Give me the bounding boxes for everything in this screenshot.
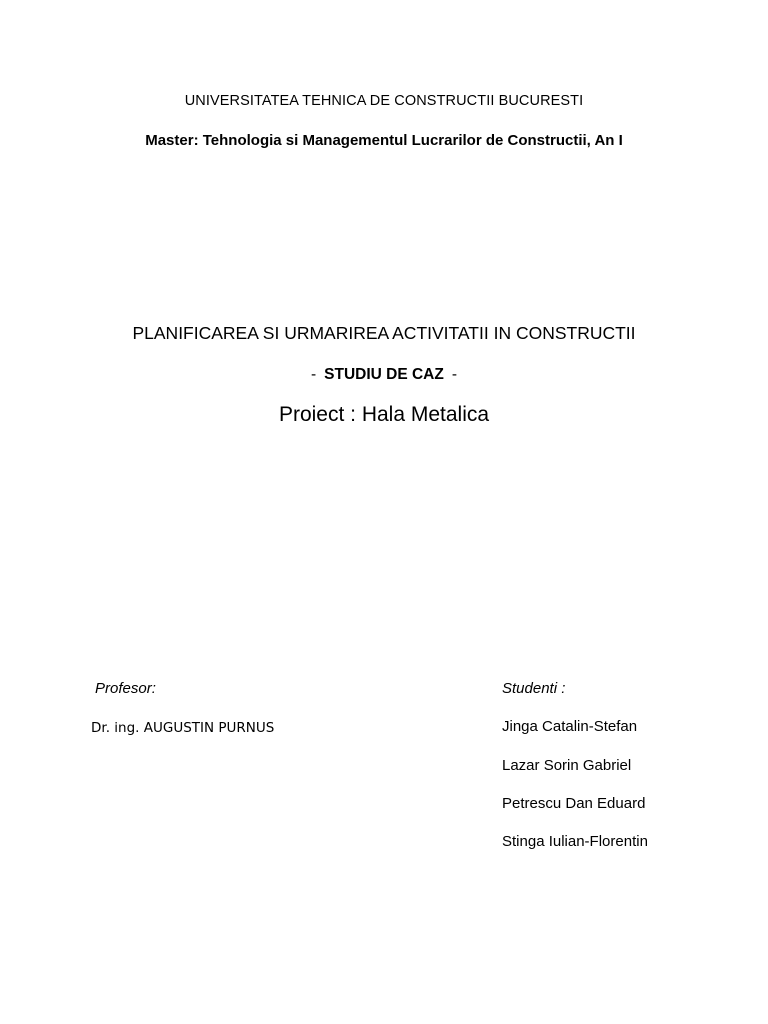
dash-left: -: [310, 366, 317, 383]
case-study-line: [0, 366, 768, 384]
case-study-label: STUDIU DE CAZ: [324, 366, 444, 383]
dash-right: -: [451, 366, 458, 383]
project-subject: Proiect : Hala Metalica: [278, 403, 490, 426]
profesor-heading: Profesor:: [95, 680, 156, 697]
course-title: PLANIFICAREA SI URMARIREA ACTIVITATII IN CONSTRUCTII: [132, 323, 636, 343]
student-name: Petrescu Dan Eduard: [502, 795, 646, 812]
student-name: Lazar Sorin Gabriel: [502, 757, 632, 774]
university-name: UNIVERSITATEA TEHNICA DE CONSTRUCTII BUCURESTI: [184, 93, 584, 109]
students-heading: Studenti :: [502, 680, 566, 697]
profesor-name: Dr. ing. AUGUSTIN PURNUS: [91, 720, 275, 736]
master-program: Master: Tehnologia si Managementul Lucrarilor de Constructii, An I: [145, 132, 623, 149]
student-name: Jinga Catalin-Stefan: [502, 718, 638, 735]
student-name: Stinga Iulian-Florentin: [502, 833, 648, 850]
